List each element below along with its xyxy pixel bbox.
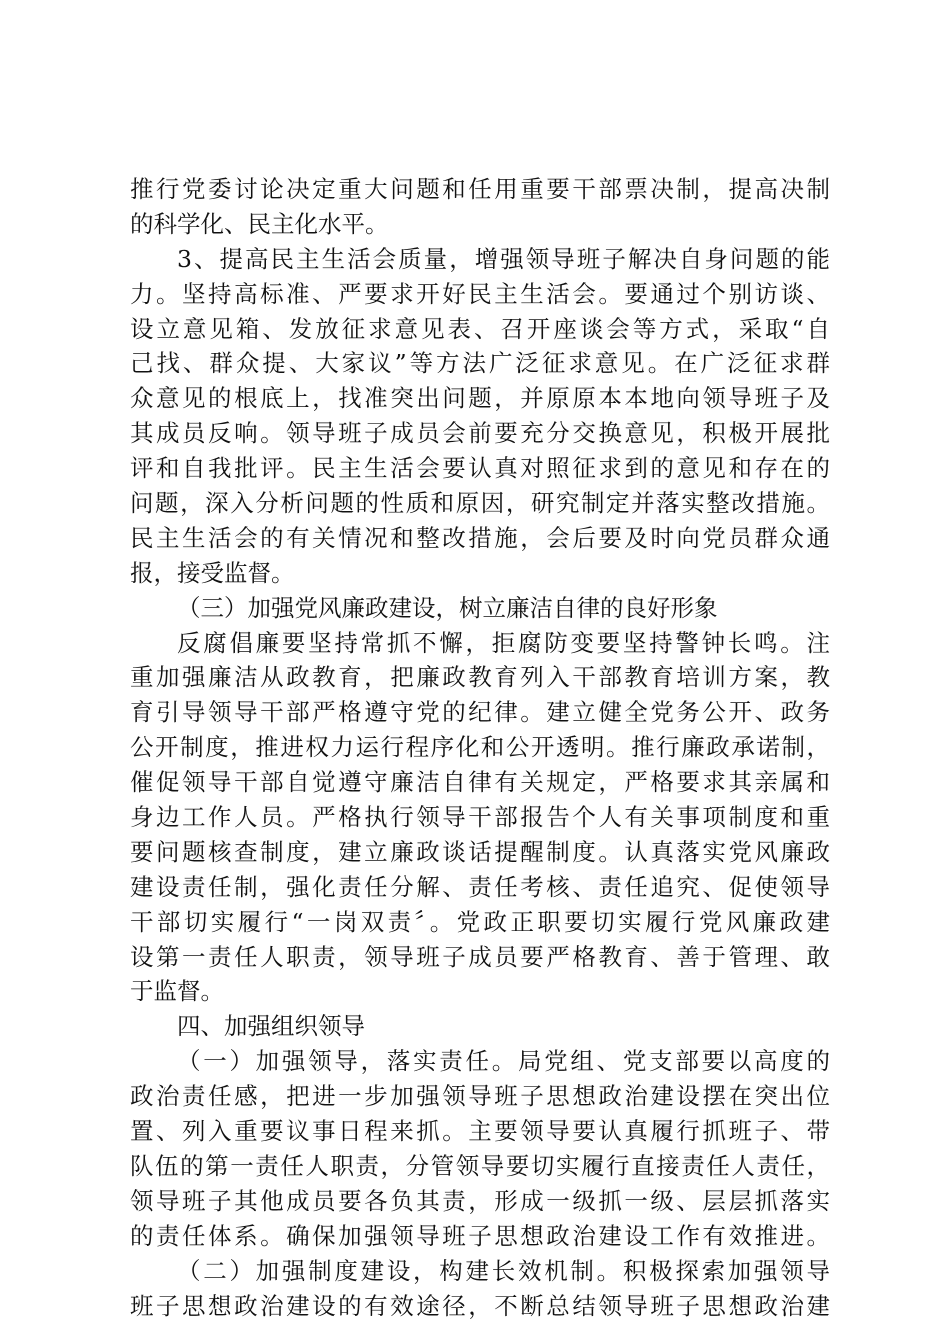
text-line: 四、加强组织领导 [177, 1012, 365, 1041]
text-line: 育引导领导干部严格遵守党的纪律。建立健全党务公开、政务 [130, 698, 830, 727]
text-line: 政治责任感，把进一步加强领导班子思想政治建设摆在突出位 [130, 1082, 830, 1111]
text-line: 设第一责任人职责，领导班子成员要严格教育、善于管理、敢 [130, 942, 830, 971]
text-line: 队伍的第一责任人职责，分管领导要切实履行直接责任人责任， [130, 1151, 830, 1180]
text-line: 的科学化、民主化水平。 [130, 209, 389, 238]
text-line: （二）加强制度建设，构建长效机制。积极探索加强领导 [177, 1256, 830, 1285]
text-line: 催促领导干部自觉遵守廉洁自律有关规定，严格要求其亲属和 [130, 768, 830, 797]
text-line: 身边工作人员。严格执行领导干部报告个人有关事项制度和重 [130, 803, 830, 832]
text-line: 力。坚持高标准、严要求开好民主生活会。要通过个别访谈、 [130, 279, 830, 308]
text-line: 3、提高民主生活会质量，增强领导班子解决自身问题的能 [177, 244, 830, 273]
document-body [130, 172, 830, 1323]
text-line: （三）加强党风廉政建设，树立廉洁自律的良好形象 [177, 593, 718, 622]
text-line: 干部切实履行“一岗双责〞。党政正职要切实履行党风廉政建 [130, 907, 830, 936]
text-line: 公开制度，推进权力运行程序化和公开透明。推行廉政承诺制， [130, 733, 830, 762]
text-line: （一）加强领导，落实责任。局党组、党支部要以高度的 [177, 1047, 830, 1076]
text-line: 置、列入重要议事日程来抓。主要领导要认真履行抓班子、带 [130, 1117, 830, 1146]
text-line: 重加强廉洁从政教育，把廉政教育列入干部教育培训方案，教 [130, 663, 830, 692]
text-line: 的责任体系。确保加强领导班子思想政治建设工作有效推进。 [130, 1221, 830, 1250]
text-line: 领导班子其他成员要各负其责，形成一级抓一级、层层抓落实 [130, 1186, 830, 1215]
text-line: 报，接受监督。 [130, 558, 295, 587]
text-line: 己找、群众提、大家议”等方法广泛征求意见。在广泛征求群 [130, 349, 830, 378]
text-line: 民主生活会的有关情况和整改措施，会后要及时向党员群众通 [130, 523, 830, 552]
text-line: 评和自我批评。民主生活会要认真对照征求到的意见和存在的 [130, 454, 830, 483]
text-line: 反腐倡廉要坚持常抓不懈，拒腐防变要坚持警钟长鸣。注 [177, 628, 830, 657]
text-line: 班子思想政治建设的有效途径，不断总结领导班子思想政治建 [130, 1291, 830, 1320]
text-line: 推行党委讨论决定重大问题和任用重要干部票决制，提高决制 [130, 175, 830, 203]
text-line: 问题，深入分析问题的性质和原因，研究制定并落实整改措施。 [130, 489, 830, 518]
text-line: 要问题核查制度，建立廉政谈话提醒制度。认真落实党风廉政 [130, 837, 830, 866]
text-line: 众意见的根底上，找准突出问题，并原原本本地向领导班子及 [130, 384, 830, 413]
text-line: 于监督。 [130, 977, 224, 1006]
text-line: 设立意见箱、发放征求意见表、召开座谈会等方式，采取“自 [130, 314, 830, 343]
text-line: 其成员反响。领导班子成员会前要充分交换意见，积极开展批 [130, 419, 830, 448]
text-line: 建设责任制，强化责任分解、责任考核、责任追究、促使领导 [130, 872, 830, 901]
